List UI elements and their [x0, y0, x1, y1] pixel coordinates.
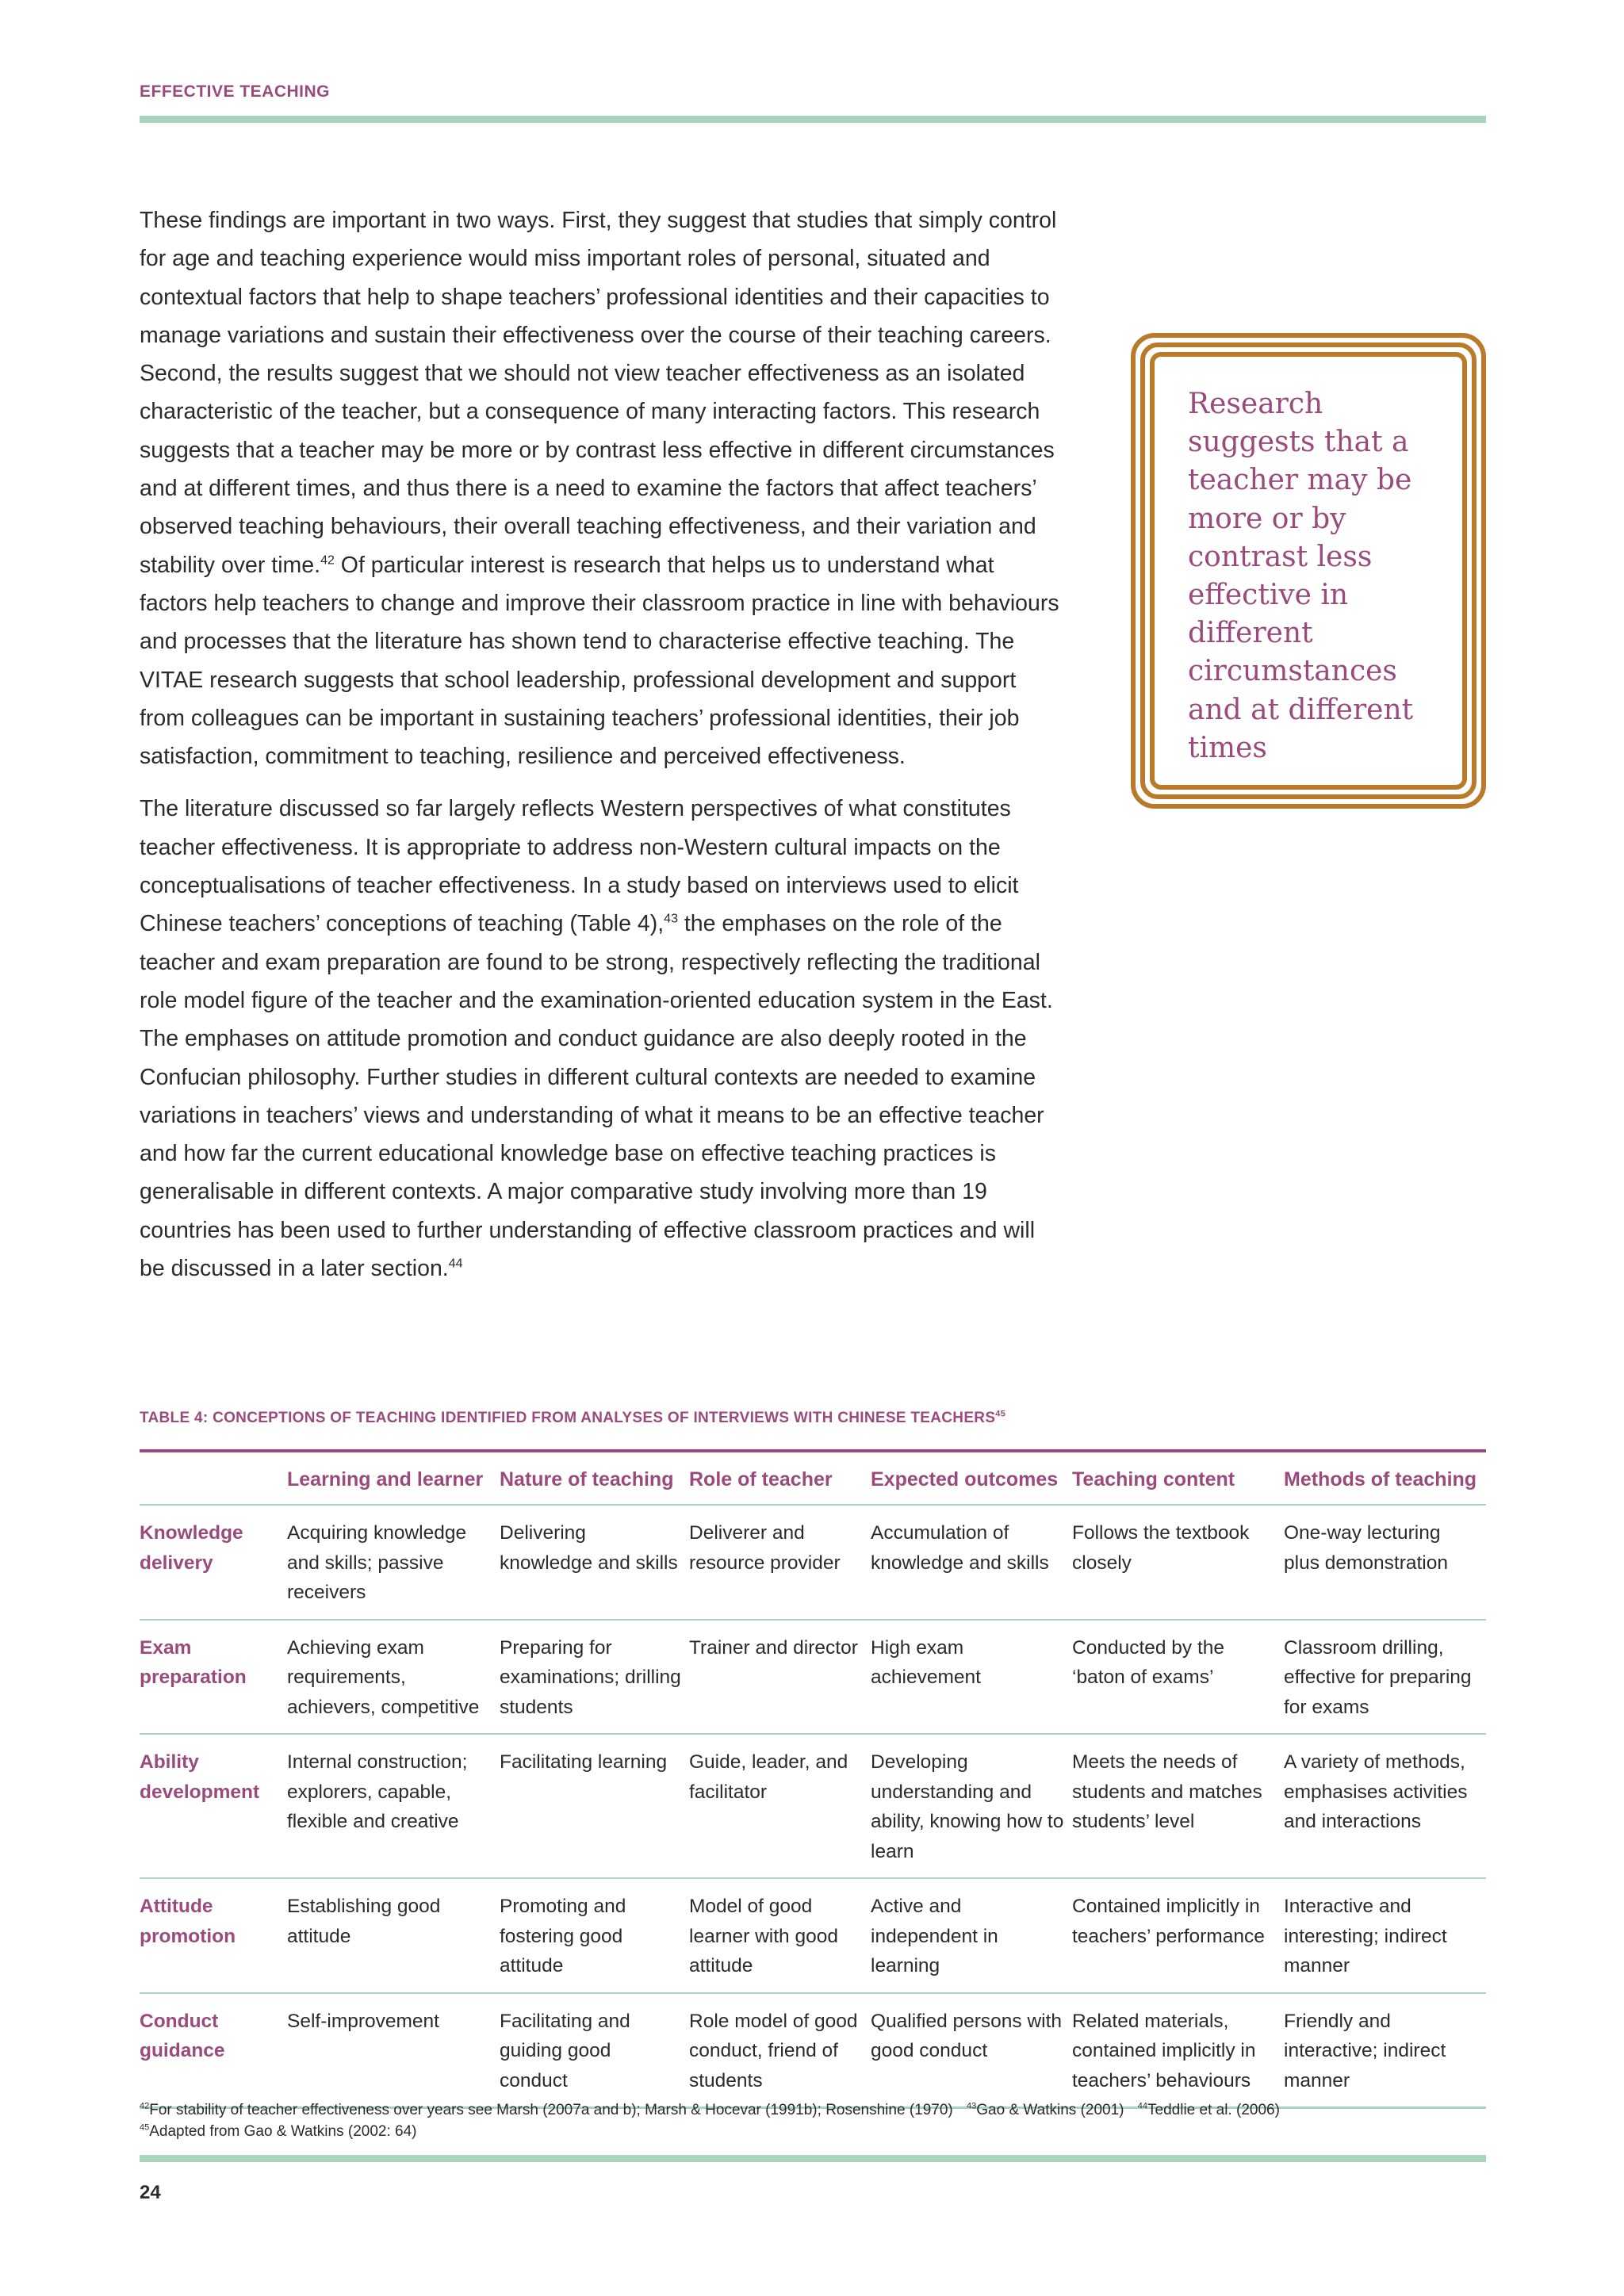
footnote-44: Teddlie et al. (2006): [1147, 2102, 1280, 2118]
table-row: [140, 1993, 1486, 2108]
table-cell: Delivering knowledge and skills: [500, 1505, 689, 1620]
pullquote-box: [1131, 333, 1486, 809]
table-cell: Active and independent in learning: [871, 1878, 1072, 1993]
table-cell: Follows the textbook closely: [1072, 1505, 1284, 1620]
footnote-line-1: [140, 2099, 1486, 2121]
table-cell: Related materials, contained implicitly in teachers’ behaviours: [1072, 1993, 1284, 2108]
table-cell: Interactive and interesting; indirect manner: [1284, 1878, 1486, 1993]
table-cell: Facilitating and guiding good conduct: [500, 1993, 689, 2108]
table-cell: Acquiring knowledge and skills; passive receivers: [287, 1505, 500, 1620]
paragraph-2: [140, 790, 1063, 1288]
row-label: Exam preparation: [140, 1620, 287, 1735]
table-cell: Preparing for examinations; drilling students: [500, 1620, 689, 1735]
row-label: Knowledge delivery: [140, 1505, 287, 1620]
footnote-43-number: 43: [967, 2101, 977, 2111]
footnote-line-2: [140, 2121, 1486, 2142]
body-text: [140, 201, 1063, 1302]
table-row: [140, 1734, 1486, 1878]
table-cell: Achieving exam requirements, achievers, competitive: [287, 1620, 500, 1735]
table-cell: Friendly and interactive; indirect manner: [1284, 1993, 1486, 2108]
paragraph-2-text: The literature discussed so far largely reflects Western perspectives of what constitutes teacher effectiveness. It is appropriate to address non-Western cultural impacts on the conceptualisations of teacher effectiveness. In a study based on interviews used to elicit Chinese teachers’ conceptions of teaching (Table 4),: [140, 796, 1019, 937]
table-cell: Internal construction; explorers, capable, flexible and creative: [287, 1734, 500, 1878]
table-header-cell: Methods of teaching: [1284, 1451, 1486, 1505]
row-label: Ability development: [140, 1734, 287, 1878]
table-cell: Accumulation of knowledge and skills: [871, 1505, 1072, 1620]
table-cell: Meets the needs of students and matches students’ level: [1072, 1734, 1284, 1878]
page-number: 24: [140, 2182, 161, 2203]
table-header-cell: Learning and learner: [287, 1451, 500, 1505]
table-cell: Promoting and fostering good attitude: [500, 1878, 689, 1993]
table-cell: Self-improvement: [287, 1993, 500, 2108]
paragraph-1-text-after: Of particular interest is research that helps us to understand what factors help teachers to change and improve their classroom practice in line with behaviours and processes that the literature has shown tend to characterise effective teaching. The VITAE research suggests that school leadership, professional development and support from colleagues can be important in sustaining teachers’ professional identities, their job satisfaction, commitment to teaching, resilience and perceived effectiveness.: [140, 552, 1059, 770]
footnote-45: Adapted from Gao & Watkins (2002: 64): [149, 2123, 417, 2140]
table-cell: Qualified persons with good conduct: [871, 1993, 1072, 2108]
conceptions-table: [140, 1449, 1486, 2109]
table-header-cell: [140, 1451, 287, 1505]
table-cell: Guide, leader, and facilitator: [689, 1734, 871, 1878]
ref-43: 43: [664, 912, 678, 926]
row-label: Attitude promotion: [140, 1878, 287, 1993]
table-header-cell: Role of teacher: [689, 1451, 871, 1505]
footnote-42-number: 42: [140, 2101, 150, 2111]
header-rule: [140, 116, 1486, 123]
ref-44: 44: [448, 1257, 463, 1271]
table-cell: Establishing good attitude: [287, 1878, 500, 1993]
table-cell: Conducted by the ‘baton of exams’: [1072, 1620, 1284, 1735]
footnotes: [140, 2099, 1486, 2142]
table-header-row: [140, 1451, 1486, 1505]
pullquote-text: Research suggests that a teacher may be more or by contrast less effective in different circumstances and at different times: [1188, 388, 1414, 764]
table-row: [140, 1505, 1486, 1620]
table-cell: Deliverer and resource provider: [689, 1505, 871, 1620]
table-cell: Classroom drilling, effective for preparing for exams: [1284, 1620, 1486, 1735]
row-label: Conduct guidance: [140, 1993, 287, 2108]
table-caption: [140, 1410, 1005, 1427]
paragraph-2-text-after: the emphases on the role of the teacher and exam preparation are found to be strong, respectively reflecting the traditional role model figure of the teacher and the examination-oriented education system in the East. The emphases on attitude promotion and conduct guidance are also deeply rooted in the Confucian philosophy. Further studies in different cultural contexts are needed to examine variations in teachers’ views and understanding of what it means to be an effective teacher and how far the current educational knowledge base on effective teaching practices is generalisable in different contexts. A major comparative study involving more than 19 countries has been used to further understanding of effective classroom practices and will be discussed in a later section.: [140, 911, 1053, 1282]
table-cell: Trainer and director: [689, 1620, 871, 1735]
table-caption-text: TABLE 4: CONCEPTIONS OF TEACHING IDENTIFIED FROM ANALYSES OF INTERVIEWS WITH CHINESE TEACHERS: [140, 1410, 996, 1426]
table-cell: Developing understanding and ability, knowing how to learn: [871, 1734, 1072, 1878]
footnote-42: For stability of teacher effectiveness over years see Marsh (2007a and b); Marsh & Hocevar (1991b); Rosenshine (1970): [149, 2102, 953, 2118]
paragraph-1-text: These findings are important in two ways. First, they suggest that studies that simply control for age and teaching experience would miss important roles of personal, situated and contextual factors that help to shape teachers’ professional identities and their capacities to manage variations and sustain their effectiveness over the course of their teaching careers. Second, the results suggest that we should not view teacher effectiveness as an isolated characteristic of the teacher, but a consequence of many interacting factors. This research suggests that a teacher may be more or by contrast less effective in different circumstances and at different times, and thus there is a need to examine the factors that affect teachers’ observed teaching behaviours, their overall teaching effectiveness, and their variation and stability over time.: [140, 208, 1057, 578]
table-header-cell: Teaching content: [1072, 1451, 1284, 1505]
table-cell: A variety of methods, emphasises activities and interactions: [1284, 1734, 1486, 1878]
ref-42: 42: [320, 553, 335, 568]
paragraph-1: [140, 201, 1063, 775]
table-header-cell: Expected outcomes: [871, 1451, 1072, 1505]
table-row: [140, 1620, 1486, 1735]
table-cell: Model of good learner with good attitude: [689, 1878, 871, 1993]
footnote-45-number: 45: [140, 2122, 150, 2133]
running-head: EFFECTIVE TEACHING: [140, 82, 331, 101]
table-cell: High exam achievement: [871, 1620, 1072, 1735]
footer-rule: [140, 2155, 1486, 2162]
footnote-43: Gao & Watkins (2001): [976, 2102, 1124, 2118]
footnote-44-number: 44: [1137, 2101, 1148, 2111]
table-cell: Facilitating learning: [500, 1734, 689, 1878]
table-cell: Contained implicitly in teachers’ performance: [1072, 1878, 1284, 1993]
table-row: [140, 1878, 1486, 1993]
table-header-cell: Nature of teaching: [500, 1451, 689, 1505]
ref-45: 45: [995, 1409, 1006, 1419]
table-cell: One-way lecturing plus demonstration: [1284, 1505, 1486, 1620]
table-cell: Role model of good conduct, friend of students: [689, 1993, 871, 2108]
